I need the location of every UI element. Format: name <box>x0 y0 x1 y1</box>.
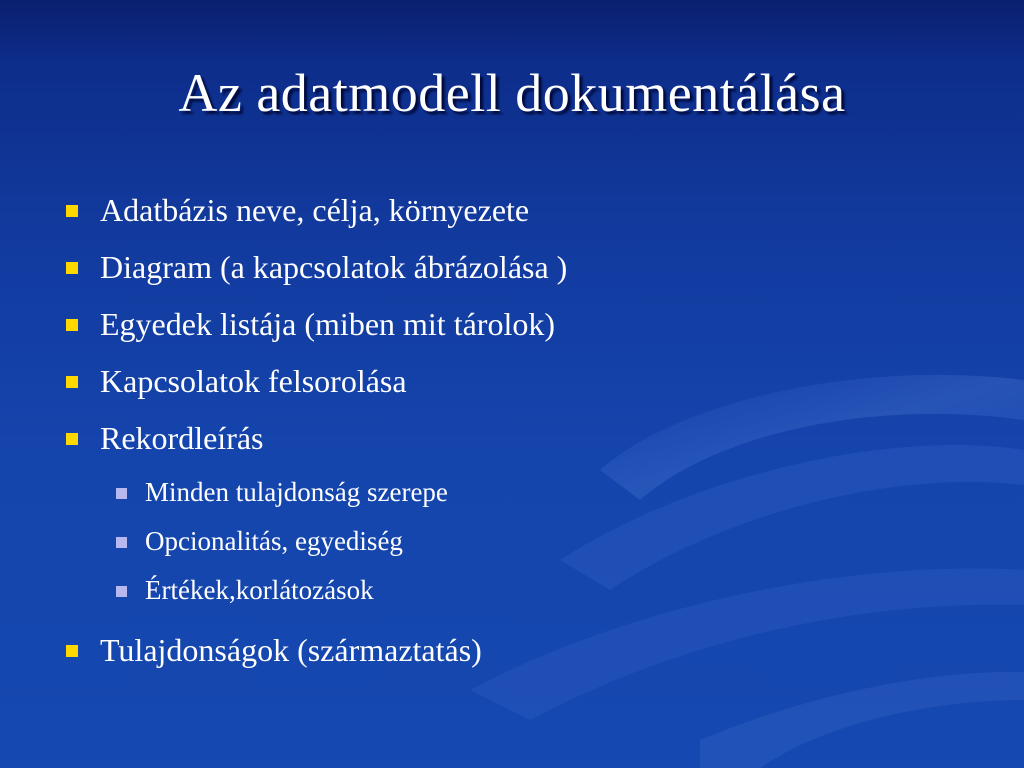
bullet-text: Egyedek listája (miben mit tárolok) <box>100 306 555 342</box>
bullet-item <box>64 304 964 361</box>
bullet-text: Adatbázis neve, célja, környezete <box>100 192 530 228</box>
sub-bullet-text: Minden tulajdonság szerepe <box>145 477 448 507</box>
bullet-text: Kapcsolatok felsorolása <box>100 363 407 399</box>
square-bullet-icon <box>116 537 127 548</box>
square-bullet-icon <box>66 433 78 445</box>
bullet-item <box>64 361 964 418</box>
square-bullet-icon <box>66 376 78 388</box>
bullet-text: Diagram (a kapcsolatok ábrázolása ) <box>100 249 568 285</box>
square-bullet-icon <box>66 645 78 657</box>
bullet-item <box>64 247 964 304</box>
sub-bullet-text: Opcionalitás, egyediség <box>145 526 403 556</box>
square-bullet-icon <box>116 586 127 597</box>
bullet-item <box>64 418 964 475</box>
square-bullet-icon <box>116 488 127 499</box>
square-bullet-icon <box>66 262 78 274</box>
bullet-item <box>64 190 964 247</box>
slide-title: Az adatmodell dokumentálása <box>178 63 846 123</box>
square-bullet-icon <box>66 205 78 217</box>
sub-bullet-item <box>64 475 964 524</box>
bullet-item <box>64 630 964 687</box>
sub-bullet-text: Értékek,korlátozások <box>145 575 374 605</box>
sub-bullet-item <box>64 573 964 622</box>
bullet-text: Tulajdonságok (származtatás) <box>100 632 482 668</box>
sub-bullet-item <box>64 524 964 573</box>
bullet-list <box>64 190 964 687</box>
bullet-text: Rekordleírás <box>100 420 264 456</box>
square-bullet-icon <box>66 319 78 331</box>
